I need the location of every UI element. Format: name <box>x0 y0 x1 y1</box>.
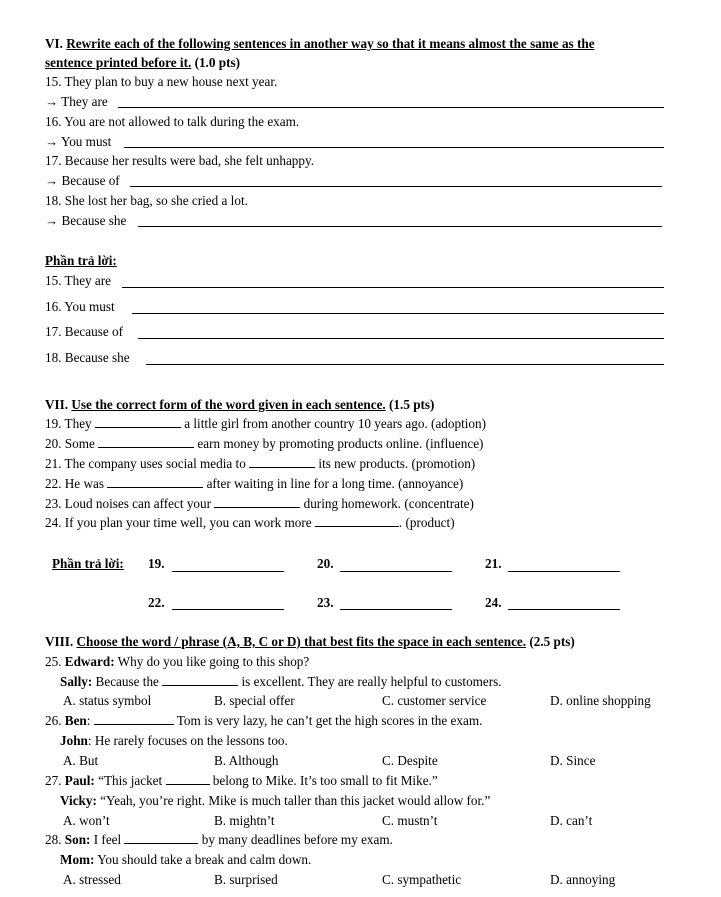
section-7-title: Use the correct form of the word given in each sentence. <box>71 397 386 412</box>
speaker-edward: Edward: <box>64 654 115 669</box>
answer-number-20: 20. <box>317 556 334 571</box>
option-26-a[interactable]: A. But <box>63 753 99 768</box>
question-26-line1 <box>45 713 482 729</box>
answer-blank-24[interactable] <box>508 609 620 610</box>
blank-23[interactable] <box>214 496 300 508</box>
option-27-b[interactable]: B. mightn’t <box>214 813 275 828</box>
question-25-line2 <box>60 674 502 690</box>
rewrite-prompt-17: → Because of <box>45 173 120 188</box>
question-24 <box>45 515 455 531</box>
question-23-text-after: during homework. (concentrate) <box>303 496 474 511</box>
section-6-title-line2: sentence printed before it. <box>45 55 192 70</box>
question-25-speech1: Why do you like going to this shop? <box>117 654 310 669</box>
blank-25[interactable] <box>162 674 238 686</box>
section-8-points: (2.5 pts) <box>529 634 575 649</box>
rewrite-prompt-16: → You must <box>45 134 112 149</box>
question-25-line1 <box>45 654 309 670</box>
section-8-title: Choose the word / phrase (A, B, C or D) that best fits the space in each sentence. <box>76 634 527 649</box>
speaker-ben: Ben <box>64 713 87 728</box>
question-25-speech2-after: is excellent. They are really helpful to customers. <box>241 674 502 689</box>
answer-number-22: 22. <box>148 595 165 610</box>
question-19-text-after: a little girl from another country 10 years ago. (adoption) <box>184 416 486 431</box>
question-26-speech1: Tom is very lazy, he can’t get the high scores in the exam. <box>176 713 483 728</box>
question-27-speech2: “Yeah, you’re right. Mike is much taller than this jacket would allow for.” <box>100 793 491 808</box>
question-22-text-before: 22. He was <box>45 476 104 491</box>
question-26-colon: : <box>86 713 91 728</box>
section-6-heading <box>45 36 595 52</box>
question-20 <box>45 436 483 452</box>
section-8-heading <box>45 634 575 650</box>
option-25-b[interactable]: B. special offer <box>214 693 295 708</box>
section-6-points: (1.0 pts) <box>194 55 240 70</box>
blank-26[interactable] <box>94 713 174 725</box>
option-25-a[interactable]: A. status symbol <box>63 693 152 708</box>
blank-21[interactable] <box>249 456 315 468</box>
answer-number-24: 24. <box>485 595 502 610</box>
question-20-text-before: 20. Some <box>45 436 95 451</box>
section-7-answer-heading: Phần trả lời: <box>52 556 124 571</box>
answer-number-19: 19. <box>148 556 165 571</box>
speaker-john: John <box>60 733 88 748</box>
section-7-points: (1.5 pts) <box>389 397 435 412</box>
blank-24[interactable] <box>315 515 399 527</box>
question-18: 18. She lost her bag, so she cried a lot. <box>45 193 248 208</box>
question-28-line2 <box>60 852 311 868</box>
question-24-text-before: 24. If you plan your time well, you can work more <box>45 515 312 530</box>
question-28-speech1-after: by many deadlines before my exam. <box>201 832 393 847</box>
answer-label-18: 18. Because she <box>45 350 130 365</box>
question-15: 15. They plan to buy a new house next year. <box>45 74 278 89</box>
question-23-text-before: 23. Loud noises can affect your <box>45 496 212 511</box>
section-6-number: VI. <box>45 36 63 51</box>
question-26-number: 26. <box>45 713 62 728</box>
speaker-sally: Sally: <box>60 674 93 689</box>
rewrite-prompt-18: → Because she <box>45 213 127 228</box>
answer-line-15[interactable] <box>122 287 664 288</box>
question-17: 17. Because her results were bad, she felt unhappy. <box>45 153 315 168</box>
answer-line-18[interactable] <box>146 364 664 365</box>
question-25-number: 25. <box>45 654 62 669</box>
speaker-paul: Paul: <box>64 773 95 788</box>
answer-blank-23[interactable] <box>340 609 452 610</box>
section-7-number: VII. <box>45 397 69 412</box>
blank-22[interactable] <box>107 476 203 488</box>
answer-blank-20[interactable] <box>340 571 452 572</box>
answer-blank-22[interactable] <box>172 609 284 610</box>
question-20-text-after: earn money by promoting products online. (influence) <box>197 436 484 451</box>
option-27-c[interactable]: C. mustn’t <box>382 813 438 828</box>
blank-27[interactable] <box>166 773 210 785</box>
option-27-d[interactable]: D. can’t <box>550 813 593 828</box>
answer-label-16: 16. You must <box>45 299 115 314</box>
rewrite-line-16[interactable] <box>124 147 664 148</box>
section-7-heading <box>45 397 434 413</box>
question-27-line2 <box>60 793 490 809</box>
answer-blank-19[interactable] <box>172 571 284 572</box>
answer-number-21: 21. <box>485 556 502 571</box>
speaker-vicky: Vicky: <box>60 793 97 808</box>
blank-19[interactable] <box>95 416 181 428</box>
question-21-text-after: its new products. (promotion) <box>318 456 476 471</box>
question-28-speech2: You should take a break and calm down. <box>97 852 312 867</box>
option-27-a[interactable]: A. won’t <box>63 813 110 828</box>
question-28-number: 28. <box>45 832 62 847</box>
question-22-text-after: after waiting in line for a long time. (annoyance) <box>206 476 464 491</box>
blank-20[interactable] <box>98 436 194 448</box>
speaker-mom: Mom: <box>60 852 95 867</box>
section-8-number: VIII. <box>45 634 74 649</box>
answer-number-23: 23. <box>317 595 334 610</box>
option-28-c[interactable]: C. sympathetic <box>382 872 462 887</box>
option-25-d[interactable]: D. online shopping <box>550 693 651 708</box>
question-21-text-before: 21. The company uses social media to <box>45 456 246 471</box>
option-28-a[interactable]: A. stressed <box>63 872 121 887</box>
question-28-line1 <box>45 832 393 848</box>
answer-line-16[interactable] <box>132 313 664 314</box>
question-27-speech1-before: “This jacket <box>98 773 163 788</box>
question-23 <box>45 496 474 512</box>
answer-line-17[interactable] <box>138 338 664 339</box>
question-24-text-after: . (product) <box>398 515 455 530</box>
question-22 <box>45 476 463 492</box>
rewrite-line-18[interactable] <box>138 226 662 227</box>
option-25-c[interactable]: C. customer service <box>382 693 487 708</box>
section-6-answer-heading: Phần trả lời: <box>45 253 117 268</box>
question-26-speech2: : He rarely focuses on the lessons too. <box>87 733 288 748</box>
question-27-number: 27. <box>45 773 62 788</box>
option-26-d[interactable]: D. Since <box>550 753 596 768</box>
option-26-b[interactable]: B. Although <box>214 753 279 768</box>
answer-blank-21[interactable] <box>508 571 620 572</box>
rewrite-line-17[interactable] <box>130 186 662 187</box>
option-28-d[interactable]: D. annoying <box>550 872 616 887</box>
rewrite-line-15[interactable] <box>118 107 664 108</box>
option-26-c[interactable]: C. Despite <box>382 753 438 768</box>
answer-label-15: 15. They are <box>45 273 112 288</box>
question-27-line1 <box>45 773 438 789</box>
question-28-speech1-before: I feel <box>93 832 122 847</box>
section-6-heading-line2 <box>45 55 240 71</box>
answer-label-17: 17. Because of <box>45 324 123 339</box>
speaker-son: Son: <box>64 832 91 847</box>
question-19 <box>45 416 486 432</box>
option-28-b[interactable]: B. surprised <box>214 872 278 887</box>
question-16: 16. You are not allowed to talk during the exam. <box>45 114 300 129</box>
blank-28[interactable] <box>124 832 198 844</box>
question-25-speech2-before: Because the <box>95 674 159 689</box>
question-21 <box>45 456 475 472</box>
rewrite-prompt-15: → They are <box>45 94 108 109</box>
question-26-line2 <box>60 733 288 749</box>
question-27-speech1-after: belong to Mike. It’s too small to fit Mike.” <box>212 773 438 788</box>
section-6-title-line1: Rewrite each of the following sentences in another way so that it means almost the same as the <box>66 36 595 51</box>
question-19-text-before: 19. They <box>45 416 92 431</box>
